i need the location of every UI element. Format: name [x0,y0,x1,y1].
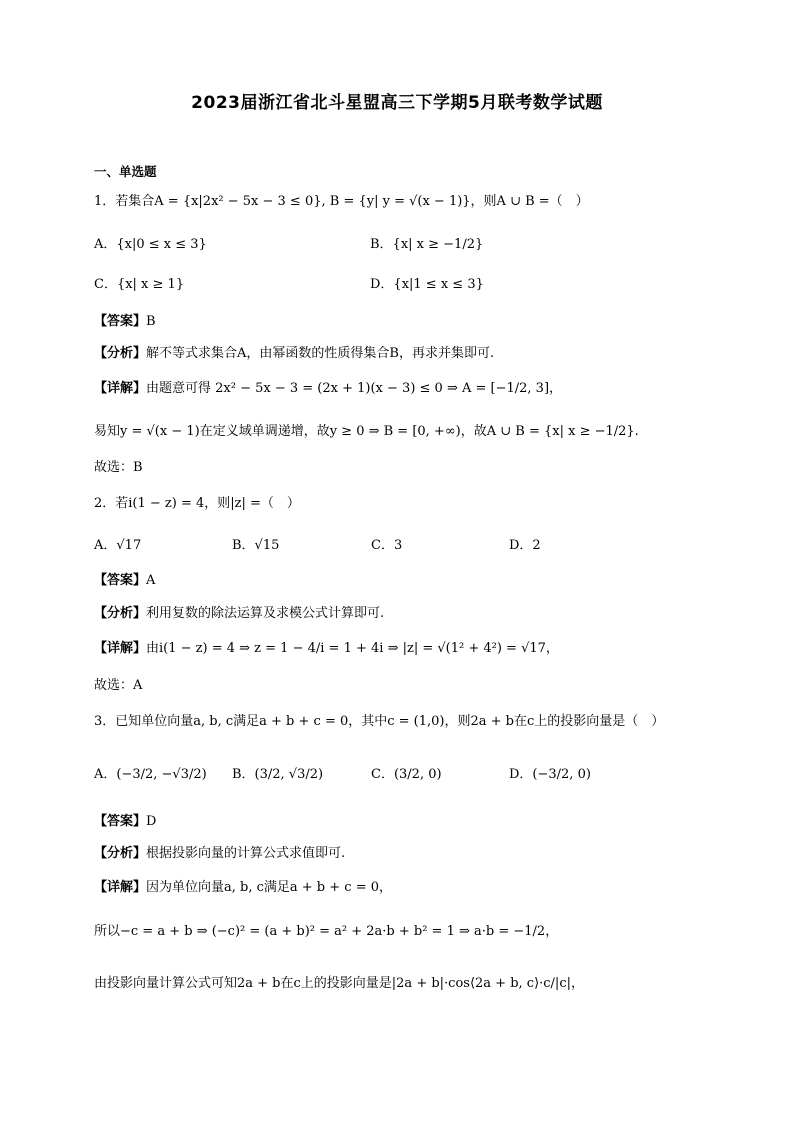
q3-stem: 3．已知单位向量a, b, c满足a + b + c = 0，其中c = (1,0)，则2a + b在c上的投影向量是（ ） [94,714,665,729]
q3-option-a: A．(−3/2, −√3/2) [94,767,207,782]
answer-tag: 【答案】 [94,314,147,329]
q2-stem: 2．若i(1 − z) = 4，则|z| =（ ） [94,496,300,511]
q3-detail [94,879,392,897]
analysis-tag: 【分析】 [94,606,147,621]
analysis-text: 利用复数的除法运算及求模公式计算即可. [146,606,385,621]
q3-option-b: B．(3/2, √3/2) [232,767,324,782]
analysis-text: 解不等式求集合A，由幂函数的性质得集合B，再求并集即可. [146,346,495,361]
detail-tag: 【详解】 [94,880,147,895]
detail-text: 因为单位向量a, b, c满足a + b + c = 0， [146,880,392,895]
page-title: 2023届浙江省北斗星盟高三下学期5月联考数学试题 [191,93,603,113]
q3-answer [94,813,156,831]
q1-option-b: B．{x| x ≥ −1/2} [370,237,484,252]
section-heading: 一、单选题 [94,164,157,179]
q1-option-d: D．{x|1 ≤ x ≤ 3} [370,277,484,292]
answer-value: B [146,314,156,329]
q1-option-a: A．{x|0 ≤ x ≤ 3} [94,237,207,252]
q3-option-d: D．(−3/2, 0) [509,767,591,782]
q2-option-a: A．√17 [94,538,142,553]
answer-value: D [146,814,157,829]
q2-option-c: C．3 [371,538,403,553]
q2-answer [94,572,155,590]
q1-detail-2: 易知y = √(x − 1)在定义域单调递增，故y ≥ 0 ⇒ B = [0, +∞)，故A ∪ B = {x| x ≥ −1/2}. [94,424,639,439]
q3-detail-3: 由投影向量计算公式可知2a + b在c上的投影向量是|2a + b|·cos⟨2a + b, c⟩·c/|c|， [94,976,584,991]
answer-tag: 【答案】 [94,573,147,588]
q1-detail [94,380,562,398]
q1-option-c: C．{x| x ≥ 1} [94,277,185,292]
q1-analysis [94,345,494,363]
q2-choose: 故选：A [94,678,143,693]
analysis-tag: 【分析】 [94,346,147,361]
detail-tag: 【详解】 [94,381,147,396]
q1-choose: 故选：B [94,460,143,475]
q3-analysis [94,845,345,863]
q1-stem: 1．若集合A = {x|2x² − 5x − 3 ≤ 0}, B = {y| y = √(x − 1)}，则A ∪ B =（ ） [94,194,589,209]
q2-option-d: D．2 [509,538,541,553]
detail-text: 由i(1 − z) = 4 ⇒ z = 1 − 4/i = 1 + 4i ⇒ |z| = √(1² + 4²) = √17， [146,641,559,656]
answer-tag: 【答案】 [94,814,147,829]
q3-detail-2: 所以−c = a + b ⇒ (−c)² = (a + b)² = a² + 2a·b + b² = 1 ⇒ a·b = −1/2， [94,924,559,939]
q2-option-b: B．√15 [232,538,280,553]
answer-value: A [146,573,156,588]
detail-text: 由题意可得 2x² − 5x − 3 = (2x + 1)(x − 3) ≤ 0 ⇒ A = [−1/2, 3]， [146,381,563,396]
analysis-tag: 【分析】 [94,846,147,861]
detail-tag: 【详解】 [94,641,147,656]
q2-analysis [94,605,384,623]
q2-detail [94,640,559,658]
q3-option-c: C．(3/2, 0) [371,767,442,782]
analysis-text: 根据投影向量的计算公式求值即可. [146,846,346,861]
q1-answer [94,313,156,331]
